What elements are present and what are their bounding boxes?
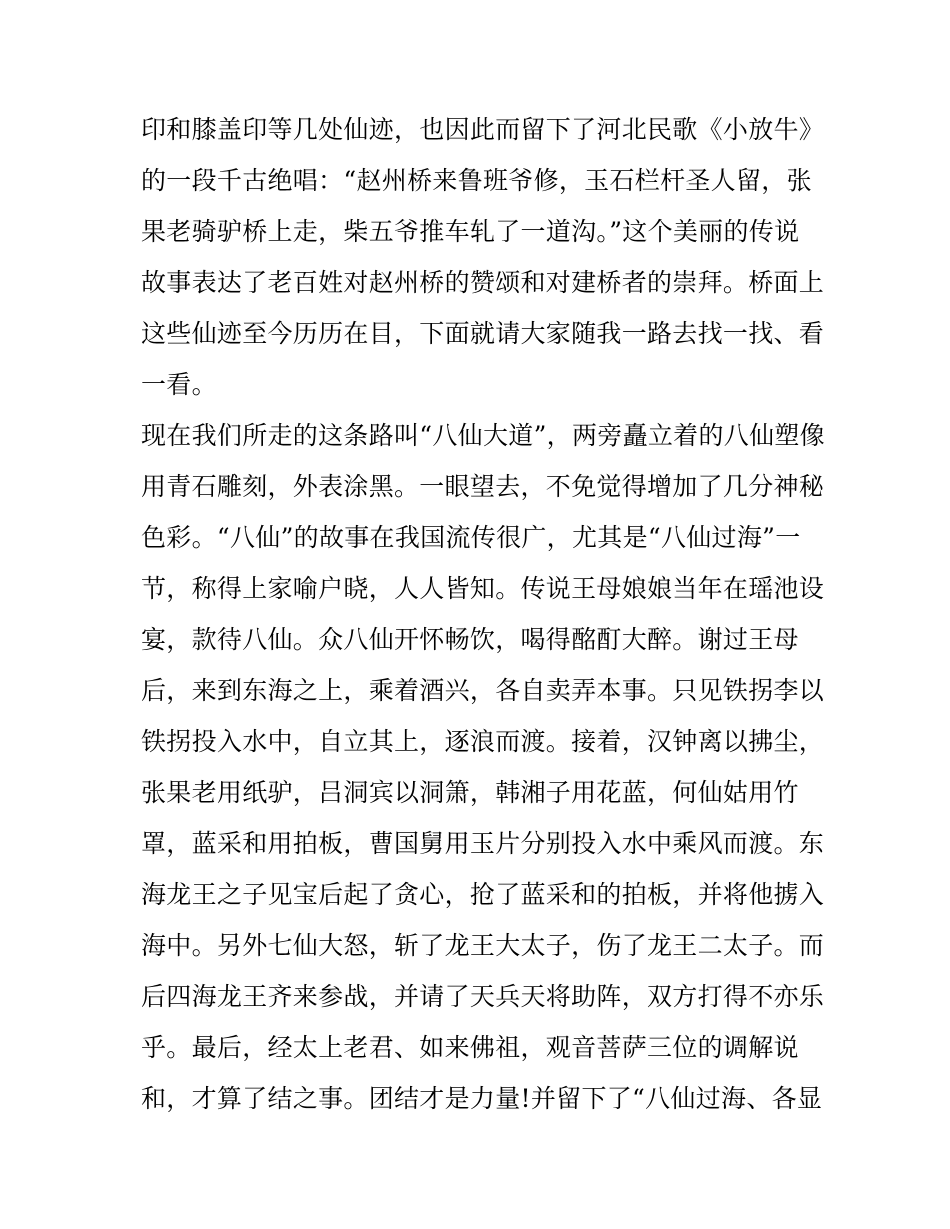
- text-line: 现在我们所走的这条路叫“八仙大道”，两旁矗立着的八仙塑像: [141, 421, 825, 450]
- text-line: 印和膝盖印等几处仙迹，也因此而留下了河北民歌《小放牛》: [141, 115, 825, 144]
- text-line: 乎。最后，经太上老君、如来佛祖，观音菩萨三位的调解说: [141, 1033, 799, 1062]
- paragraph-eight-immortals-avenue: [141, 410, 825, 1124]
- text-line: 节，称得上家喻户晓，人人皆知。传说王母娘娘当年在瑶池设: [141, 574, 825, 603]
- text-line: 后，来到东海之上，乘着酒兴，各自卖弄本事。只见铁拐李以: [141, 676, 825, 705]
- text-line: 罩，蓝采和用拍板，曹国舅用玉片分别投入水中乘风而渡。东: [141, 829, 825, 858]
- text-line: 铁拐投入水中，自立其上，逐浪而渡。接着，汉钟离以拂尘，: [141, 727, 825, 756]
- text-line: 后四海龙王齐来参战，并请了天兵天将助阵，双方打得不亦乐: [141, 982, 825, 1011]
- text-line: 故事表达了老百姓对赵州桥的赞颂和对建桥者的崇拜。桥面上: [141, 268, 825, 297]
- text-line: 海龙王之子见宝后起了贪心，抢了蓝采和的拍板，并将他掳入: [141, 880, 825, 909]
- text-line: 一看。: [141, 370, 217, 399]
- text-line: 色彩。“八仙”的故事在我国流传很广，尤其是“八仙过海”一: [141, 523, 801, 552]
- text-line: 用青石雕刻，外表涂黑。一眼望去，不免觉得增加了几分神秘: [141, 472, 825, 501]
- paragraph-zhaozhou-bridge-legend: [141, 104, 825, 410]
- text-line: 海中。另外七仙大怒，斩了龙王大太子，伤了龙王二太子。而: [141, 931, 825, 960]
- body-text: [141, 104, 825, 1124]
- text-line: 宴，款待八仙。众八仙开怀畅饮，喝得酩酊大醉。谢过王母: [141, 625, 799, 654]
- text-line: 的一段千古绝唱：“赵州桥来鲁班爷修，玉石栏杆圣人留，张: [141, 166, 812, 195]
- text-line: 果老骑驴桥上走，柴五爷推车轧了一道沟。”这个美丽的传说: [141, 217, 800, 246]
- text-line: 张果老用纸驴，吕洞宾以洞箫，韩湘子用花蓝，何仙姑用竹: [141, 778, 799, 807]
- text-line: 这些仙迹至今历历在目，下面就请大家随我一路去找一找、看: [141, 319, 825, 348]
- text-line: 和，才算了结之事。团结才是力量!并留下了“八仙过海、各显: [141, 1084, 823, 1113]
